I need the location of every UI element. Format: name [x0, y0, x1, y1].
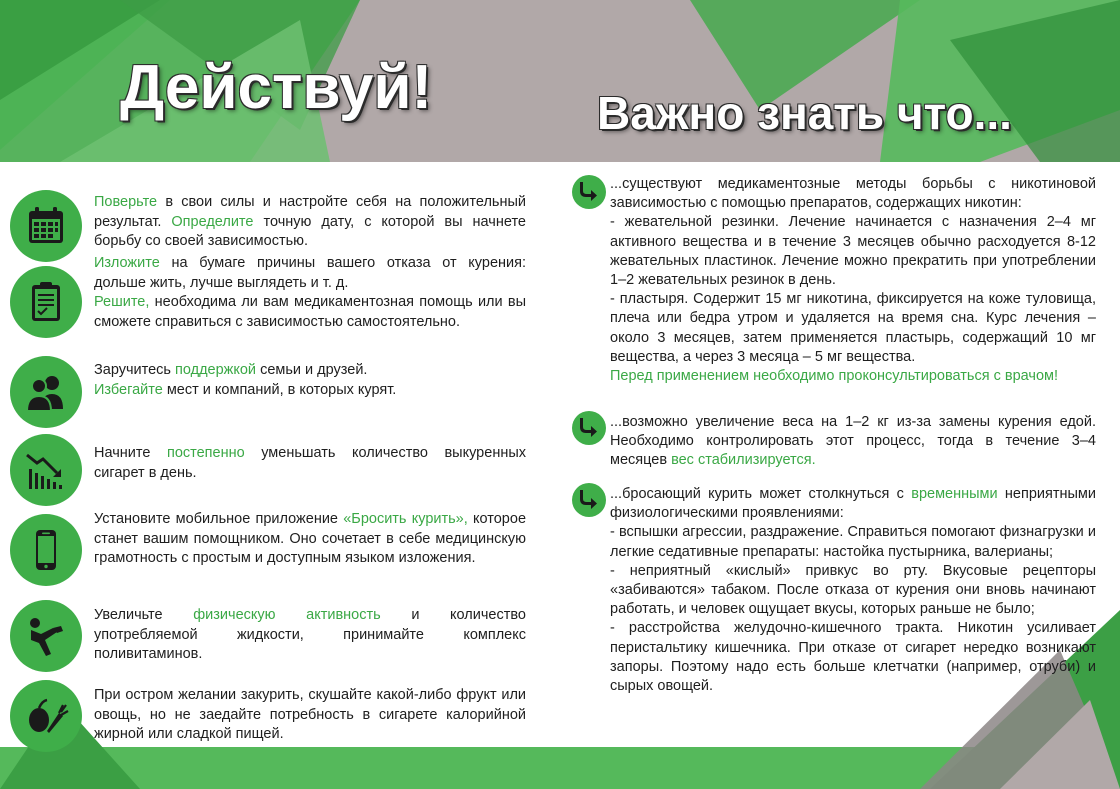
text-segment: Установите мобильное приложение	[94, 511, 344, 527]
left-heading: Действуй!	[120, 53, 433, 122]
fact-paragraph	[610, 367, 1096, 386]
tip-text	[94, 510, 526, 569]
text-segment: При остром желании закурить, скушайте какой-либо фрукт или овощь, но не заедайте потребность в сигарете калорийной жирной или сладкой пищей.	[94, 687, 526, 742]
fact-paragraph	[610, 485, 1096, 523]
fact-item	[570, 172, 1100, 402]
fact-paragraph	[610, 619, 1096, 696]
highlighted-text: Определите	[171, 213, 254, 230]
text-segment: - неприятный «кислый» привкус во рту. Вкусовые рецепторы «забиваются» табаком. После отказа от курения они вновь начинают работать, и человек ощущает вкусы, которых раньше не было;	[610, 562, 1096, 618]
text-segment: - пластыря. Содержит 15 мг никотина, фиксируется на коже туловища, плеча или бедра утром и удаляется на время сна. Курс лечения – около 3 месяцев, затем применяется пластырь, содержащий 10 мг вещества, а через 3 месяца – 5 мг вещества.	[610, 291, 1096, 365]
text-segment: необходима ли вам медикаментозная помощь или вы сможете справиться с зависимостью самостоятельно.	[94, 294, 526, 330]
clipboard-icon	[10, 266, 82, 338]
text-segment: которое станет вашим помощником. Оно сочетает в себе медицинскую грамотность с простым и доступным языком изложения.	[94, 511, 527, 566]
tip-text	[94, 193, 526, 252]
text-segment: - вспышки агрессии, раздражение. Справиться помогают физнагрузки и легкие седативные препараты: настойка пустырника, валерианы;	[610, 524, 1096, 560]
calendar-icon	[10, 190, 82, 262]
text-segment: Увеличьте	[94, 607, 194, 623]
highlighted-text: временными	[911, 486, 998, 502]
tip-text	[94, 361, 526, 400]
fact-paragraph	[610, 213, 1096, 290]
text-segment: ...бросающий курить может столкнуться с	[610, 486, 912, 502]
highlighted-text: физическую активность	[193, 607, 381, 623]
text-segment: уменьшать количество выкуренных сигарет в день.	[94, 445, 527, 481]
fact-item	[570, 410, 1100, 474]
tip-item	[8, 254, 528, 354]
highlighted-text: «Бросить курить»,	[343, 511, 468, 527]
text-segment: точную дату, с которой вы начнете борьбу со своей зависимостью.	[94, 213, 526, 249]
text-segment: ...существуют медикаментозные методы борьбы с никотиновой зависимостью с помощью препаратов, содержащих никотин:	[610, 176, 1096, 212]
fact-text	[610, 413, 1096, 471]
tip-item	[8, 356, 528, 436]
tip-item	[8, 676, 528, 756]
text-segment: - жевательной резинки. Лечение начинается с назначения 2–4 мг активного вещества и в течение 3 месяцев обычно расходуется 8-12 жевательных пластинок. Лечение можно прекратить при употреблении 1–2 жевательных резинок в день.	[610, 214, 1096, 289]
arrow-icon	[572, 483, 606, 517]
smartphone-icon	[10, 514, 82, 586]
text-segment: и количество употребляемой жидкости, принимайте комплекс поливитаминов.	[94, 607, 526, 662]
highlighted-text: Избегайте	[94, 381, 163, 398]
text-segment: Заручитесь	[94, 362, 176, 378]
tip-text	[94, 686, 526, 745]
text-segment: семьи и друзей.	[256, 362, 368, 378]
highlighted-text: Поверьте	[94, 194, 158, 210]
people-icon	[10, 356, 82, 428]
tip-text	[94, 254, 526, 332]
text-segment: неприятными физиологическими проявлениями:	[610, 486, 1096, 522]
highlighted-text: постепенно	[166, 445, 245, 461]
fact-paragraph	[610, 523, 1096, 561]
fact-paragraph	[610, 562, 1096, 620]
fact-paragraph	[610, 175, 1096, 213]
fact-paragraph	[610, 413, 1096, 471]
fact-text	[610, 485, 1096, 696]
declining-chart-icon	[10, 434, 82, 506]
text-segment: мест и компаний, в которых курят.	[162, 381, 397, 398]
highlighted-text: Перед применением необходимо проконсультироваться с врачом!	[610, 368, 1058, 385]
text-segment: ...возможно увеличение веса на 1–2 кг из-за замены курения едой. Необходимо контролировать этот процесс, тогда в течение 3–4 месяцев	[610, 414, 1096, 469]
fruit-vegetable-icon	[10, 680, 82, 752]
text-segment: на бумаге причины вашего отказа от курения: дольше жить, лучше выглядеть и т. д.	[94, 255, 526, 291]
tip-text	[94, 444, 526, 483]
tip-item	[8, 434, 528, 514]
text-segment: Начните	[94, 445, 167, 461]
arrow-icon	[572, 411, 606, 445]
tip-item	[8, 600, 528, 680]
fact-text	[610, 175, 1096, 386]
tip-text	[94, 606, 526, 665]
fact-item	[570, 482, 1100, 722]
text-segment: - расстройства желудочно-кишечного тракта. Никотин усиливает перистальтику кишечника. При отказе от сигарет нередко возникают запоры. Поэтому надо есть больше клетчатки (например, отруби) и сырых овощей.	[610, 620, 1096, 695]
right-heading: Важно знать что...	[597, 87, 1012, 139]
highlighted-text: Решите,	[94, 294, 150, 310]
arrow-icon	[572, 175, 606, 209]
fact-paragraph	[610, 290, 1096, 367]
highlighted-text: Изложите	[94, 255, 160, 271]
exercise-icon	[10, 600, 82, 672]
highlighted-text: поддержкой	[175, 362, 257, 378]
highlighted-text: вес стабилизируется.	[671, 452, 816, 469]
text-segment: в свои силы и настройте себя на положительный результат.	[94, 194, 526, 230]
tip-item	[8, 510, 528, 600]
